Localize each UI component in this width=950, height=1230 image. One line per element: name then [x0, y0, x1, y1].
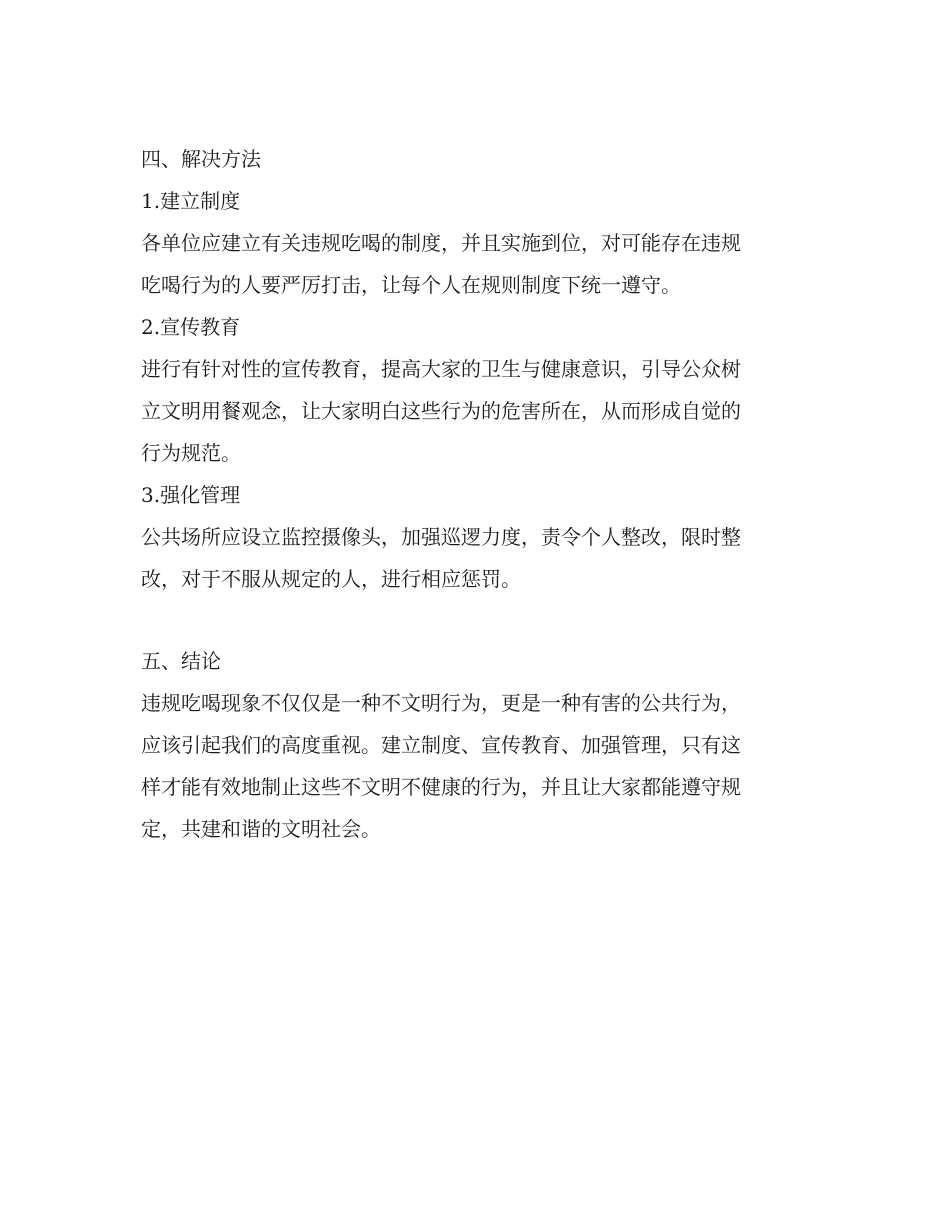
paragraph-line: 吃喝行为的人要严厉打击，让每个人在规则制度下统一遵守。: [141, 273, 681, 297]
document-page: [141, 138, 801, 850]
paragraph-line: 应该引起我们的高度重视。建立制度、宣传教育、加强管理，只有这: [141, 733, 741, 757]
paragraph-line: 改，对于不服从规定的人，进行相应惩罚。: [141, 567, 521, 591]
subheading-establish-system: 1.建立制度: [141, 189, 241, 213]
paragraph-line: 立文明用餐观念，让大家明白这些行为的危害所在，从而形成自觉的: [141, 399, 741, 423]
section-gap: [141, 600, 801, 640]
subheading-publicity-education: 2.宣传教育: [141, 315, 241, 339]
paragraph-line: 违规吃喝现象不仅仅是一种不文明行为，更是一种有害的公共行为，: [141, 691, 741, 715]
paragraph-line: 样才能有效地制止这些不文明不健康的行为，并且让大家都能遵守规: [141, 775, 741, 799]
paragraph-line: 行为规范。: [141, 441, 241, 465]
section-heading-conclusion: 五、结论: [141, 649, 221, 673]
section-heading-solutions: 四、解决方法: [141, 147, 261, 171]
subheading-strengthen-management: 3.强化管理: [141, 483, 241, 507]
paragraph-line: 各单位应建立有关违规吃喝的制度，并且实施到位，对可能存在违规: [141, 231, 741, 255]
paragraph-line: 公共场所应设立监控摄像头，加强巡逻力度，责令个人整改，限时整: [141, 525, 741, 549]
paragraph-line: 进行有针对性的宣传教育，提高大家的卫生与健康意识，引导公众树: [141, 357, 741, 381]
paragraph-line: 定，共建和谐的文明社会。: [141, 817, 381, 841]
